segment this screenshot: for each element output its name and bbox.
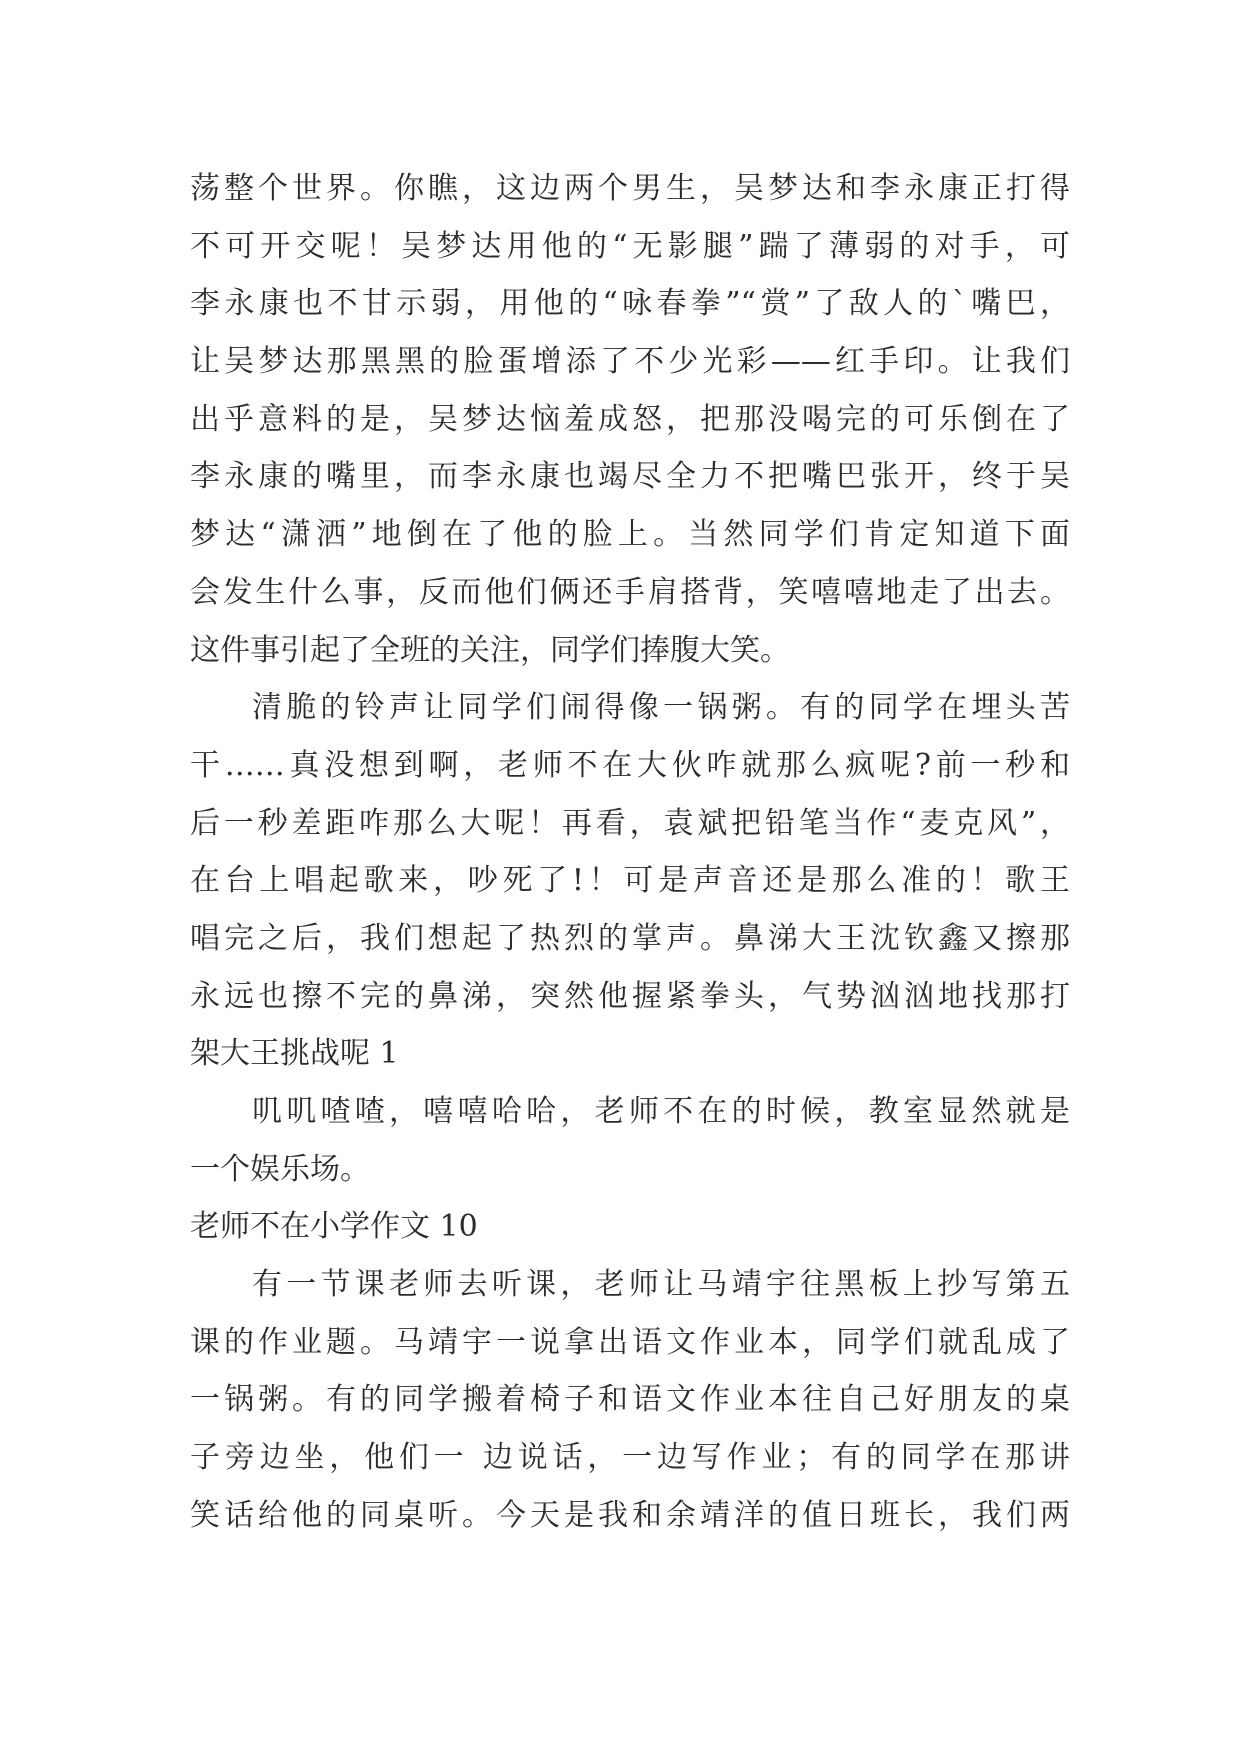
paragraph-first-line: 清脆的铃声让同学们闹得像一锅粥。有的同学在埋头苦 xyxy=(252,690,1070,726)
text-line: 李永康也不甘示弱，用他的“咏春拳”“赏”了敌人的`嘴巴， xyxy=(190,286,1070,322)
text-line-paragraph-end: 架大王挑战呢 1 xyxy=(190,1036,399,1072)
text-line-paragraph-end: 一个娱乐场。 xyxy=(190,1151,370,1187)
text-line: 干……真没想到啊，老师不在大伙咋就那么疯呢?前一秒和 xyxy=(190,747,1070,783)
text-line: 唱完之后，我们想起了热烈的掌声。鼻涕大王沈钦鑫又擦那 xyxy=(190,920,1070,956)
text-line: 让吴梦达那黑黑的脸蛋增添了不少光彩——红手印。让我们 xyxy=(190,344,1070,380)
text-line: 出乎意料的是，吴梦达恼羞成怒，把那没喝完的可乐倒在了 xyxy=(190,401,1070,437)
text-line: 子旁边坐，他们一 边说话，一边写作业；有的同学在那讲 xyxy=(190,1440,1070,1476)
text-line: 李永康的嘴里，而李永康也竭尽全力不把嘴巴张开，终于吴 xyxy=(190,459,1070,495)
paragraph-first-line: 有一节课老师去听课，老师让马靖宇往黑板上抄写第五 xyxy=(252,1267,1070,1303)
text-line: 会发生什么事，反而他们俩还手肩搭背，笑嘻嘻地走了出去。 xyxy=(190,574,1070,610)
document-body xyxy=(190,160,1070,1545)
text-line-paragraph-end: 这件事引起了全班的关注，同学们捧腹大笑。 xyxy=(190,632,790,668)
paragraph-first-line: 叽叽喳喳，嘻嘻哈哈，老师不在的时候，教室显然就是 xyxy=(252,1094,1070,1129)
text-line: 在台上唱起歌来，吵死了!！可是声音还是那么准的！歌王 xyxy=(190,863,1070,899)
text-line: 笑话给他的同桌听。今天是我和余靖洋的值日班长，我们两 xyxy=(190,1497,1070,1533)
text-line: 梦达“潇洒”地倒在了他的脸上。当然同学们肯定知道下面 xyxy=(190,517,1070,553)
text-line: 不可开交呢！吴梦达用他的“无影腿”踹了薄弱的对手，可 xyxy=(190,228,1070,264)
text-line: 后一秒差距咋那么大呢！再看，袁斌把铅笔当作“麦克风”， xyxy=(190,805,1070,841)
text-line: 永远也擦不完的鼻涕，突然他握紧拳头，气势汹汹地找那打 xyxy=(190,978,1070,1014)
essay-title: 老师不在小学作文 10 xyxy=(190,1209,478,1245)
text-line: 一锅粥。有的同学搬着椅子和语文作业本往自己好朋友的桌 xyxy=(190,1382,1070,1418)
text-line: 荡整个世界。你瞧，这边两个男生，吴梦达和李永康正打得 xyxy=(190,171,1070,206)
text-line: 课的作业题。马靖宇一说拿出语文作业本，同学们就乱成了 xyxy=(190,1324,1070,1360)
